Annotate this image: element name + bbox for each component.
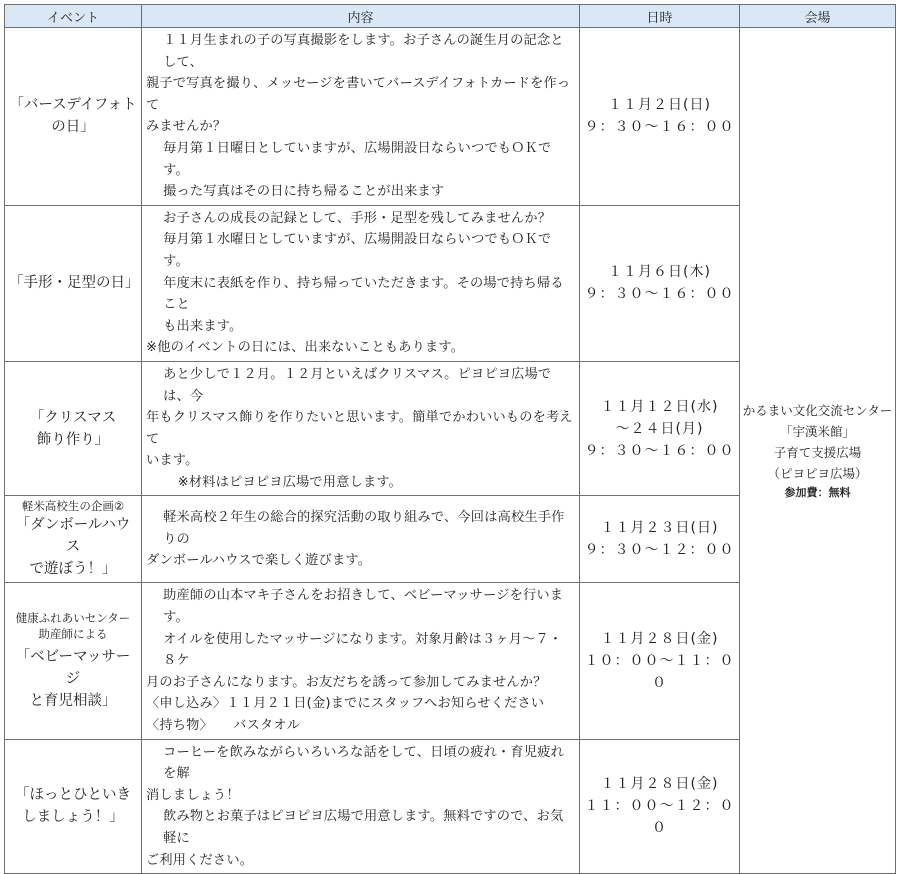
- event-title-cell: [5, 205, 142, 361]
- content-line: お子さんの成長の記録として、手形・足型を残してみませんか？: [163, 210, 552, 226]
- event-title-line: と育児相談」: [29, 693, 117, 710]
- time-line: １０：００～１１：００: [584, 653, 735, 692]
- date-line: １１月２８日(金): [600, 776, 719, 793]
- content-line: 親子で写真を撮り、メッセージを書いてバースデイフォトカードを作って: [146, 76, 571, 113]
- table-row: [5, 28, 896, 206]
- event-organizer-note: 助産師による: [38, 627, 108, 642]
- content-line: も出来ます。: [163, 318, 243, 334]
- header-datetime: 日時: [580, 5, 740, 28]
- venue-cell: [740, 28, 896, 874]
- event-title-cell: [5, 739, 142, 874]
- content-line: 飲み物とお菓子はピヨピヨ広場で用意します。無料ですので、お気軽に: [163, 809, 564, 846]
- event-organizer-note: 軽米高校生の企画②: [21, 499, 125, 514]
- content-line: 毎月第１日曜日としていますが、広場開設日ならいつでもＯＫです。: [163, 140, 552, 178]
- content-line: ※他のイベントの日には、出来ないこともあります。: [146, 340, 465, 356]
- event-title-line: 「ダンボールハウス: [15, 517, 131, 556]
- content-line: 年もクリスマス飾りを作りたいと思います。簡単でかわいいものを考えて: [146, 410, 573, 447]
- event-title-line: 「ベビーマッサージ: [15, 649, 131, 688]
- content-line: あと少しで１２月。１２月といえばクリスマス。ピヨピヨ広場では、今: [163, 366, 552, 404]
- time-line: ９：３０～１２：００: [584, 542, 735, 559]
- event-content-cell: [142, 361, 580, 496]
- venue-line: かるまい文化交流センター: [742, 402, 893, 418]
- content-line: 年度末に表紙を作り、持ち帰っていただきます。その場で持ち帰ること: [163, 275, 564, 313]
- content-line: 〈申し込み〉１１月２１日(金)までにスタッフへお知らせください: [146, 696, 545, 712]
- event-content-cell: [142, 28, 580, 206]
- event-datetime-cell: [580, 205, 740, 361]
- event-title-cell: [5, 496, 142, 583]
- event-content-cell: [142, 205, 580, 361]
- content-line: 月のお子さんになります。お友だちを誘って参加してみませんか？: [146, 674, 547, 690]
- content-line: 軽米高校２年生の総合的探究活動の取り組みで、今回は高校生手作りの: [163, 510, 565, 547]
- content-line: います。: [146, 453, 199, 469]
- content-line: ご利用ください。: [146, 852, 254, 868]
- date-line: １１月１２日(水): [600, 398, 719, 415]
- participation-fee: 参加費：無料: [784, 485, 851, 499]
- event-datetime-cell: [580, 28, 740, 206]
- date-line: １１月２日(日): [608, 97, 711, 114]
- event-title-cell: [5, 583, 142, 739]
- content-line: ※材料はピヨピヨ広場で用意します。: [177, 474, 403, 490]
- date-line: １１月２８日(金): [600, 631, 719, 648]
- date-line: １１月２３日(日): [600, 520, 719, 537]
- header-row: [5, 5, 896, 28]
- time-line: ９：３０～１６：００: [584, 442, 735, 459]
- header-event: イベント: [5, 5, 142, 28]
- event-title-line: で遊ぼう！」: [29, 561, 117, 578]
- event-title-line: しましょう！」: [22, 809, 124, 826]
- event-title-line: 「ほっとひといき: [15, 787, 131, 804]
- event-content-cell: [142, 583, 580, 739]
- event-content-cell: [142, 739, 580, 874]
- content-line: 助産師の山本マキ子さんをお招きして、ベビーマッサージを行います。: [163, 588, 564, 626]
- content-line: １１月生まれの子の写真撮影をします。お子さんの誕生月の記念として、: [163, 33, 564, 70]
- time-line: １１：００～１２：００: [584, 798, 735, 837]
- venue-line: 子育て支援広場: [773, 444, 862, 460]
- event-datetime-cell: [580, 583, 740, 739]
- content-line: 消しましょう！: [146, 787, 240, 803]
- content-line: 〈持ち物〉 バスタオル: [146, 718, 301, 734]
- header-content: 内容: [142, 5, 580, 28]
- content-line: オイルを使用したマッサージになります。対象月齢は３ヶ月～７・８ケ: [163, 631, 563, 669]
- date-line: １１月６日(木): [608, 264, 711, 281]
- header-venue: 会場: [740, 5, 896, 28]
- date-line: ～２４日(月): [615, 420, 704, 437]
- event-title-cell: [5, 28, 142, 206]
- venue-line: （ピヨピヨ広場）: [767, 465, 868, 481]
- event-title-line: 飾り作り」: [36, 431, 110, 448]
- event-datetime-cell: [580, 361, 740, 496]
- content-line: コーヒーを飲みながらいろいろな話をして、日頃の疲れ・育児疲れを解: [163, 744, 564, 782]
- event-datetime-cell: [580, 496, 740, 583]
- content-line: 毎月第１水曜日としていますが、広場開設日ならいつでもＯＫです。: [163, 232, 552, 269]
- event-title-line: 「クリスマス: [29, 409, 117, 426]
- time-line: ９：３０～１６：００: [584, 119, 735, 136]
- event-title-line: 「バースデイフォト: [9, 97, 137, 114]
- content-line: ダンボールハウスで楽しく遊びます。: [146, 553, 372, 569]
- event-title-cell: [5, 361, 142, 496]
- venue-line: 「宇漢米館」: [779, 423, 855, 439]
- event-datetime-cell: [580, 739, 740, 874]
- event-content-cell: [142, 496, 580, 583]
- time-line: ９：３０～１６：００: [584, 286, 735, 303]
- event-schedule-table: [4, 4, 896, 874]
- event-title-line: 「手形・足型の日」: [9, 275, 140, 292]
- content-line: 撮った写真はその日に持ち帰ることが出来ます: [163, 184, 445, 200]
- event-title-line: の日」: [51, 119, 95, 136]
- event-organizer-note: 健康ふれあいセンター: [15, 611, 131, 626]
- content-line: みませんか？: [146, 119, 227, 135]
